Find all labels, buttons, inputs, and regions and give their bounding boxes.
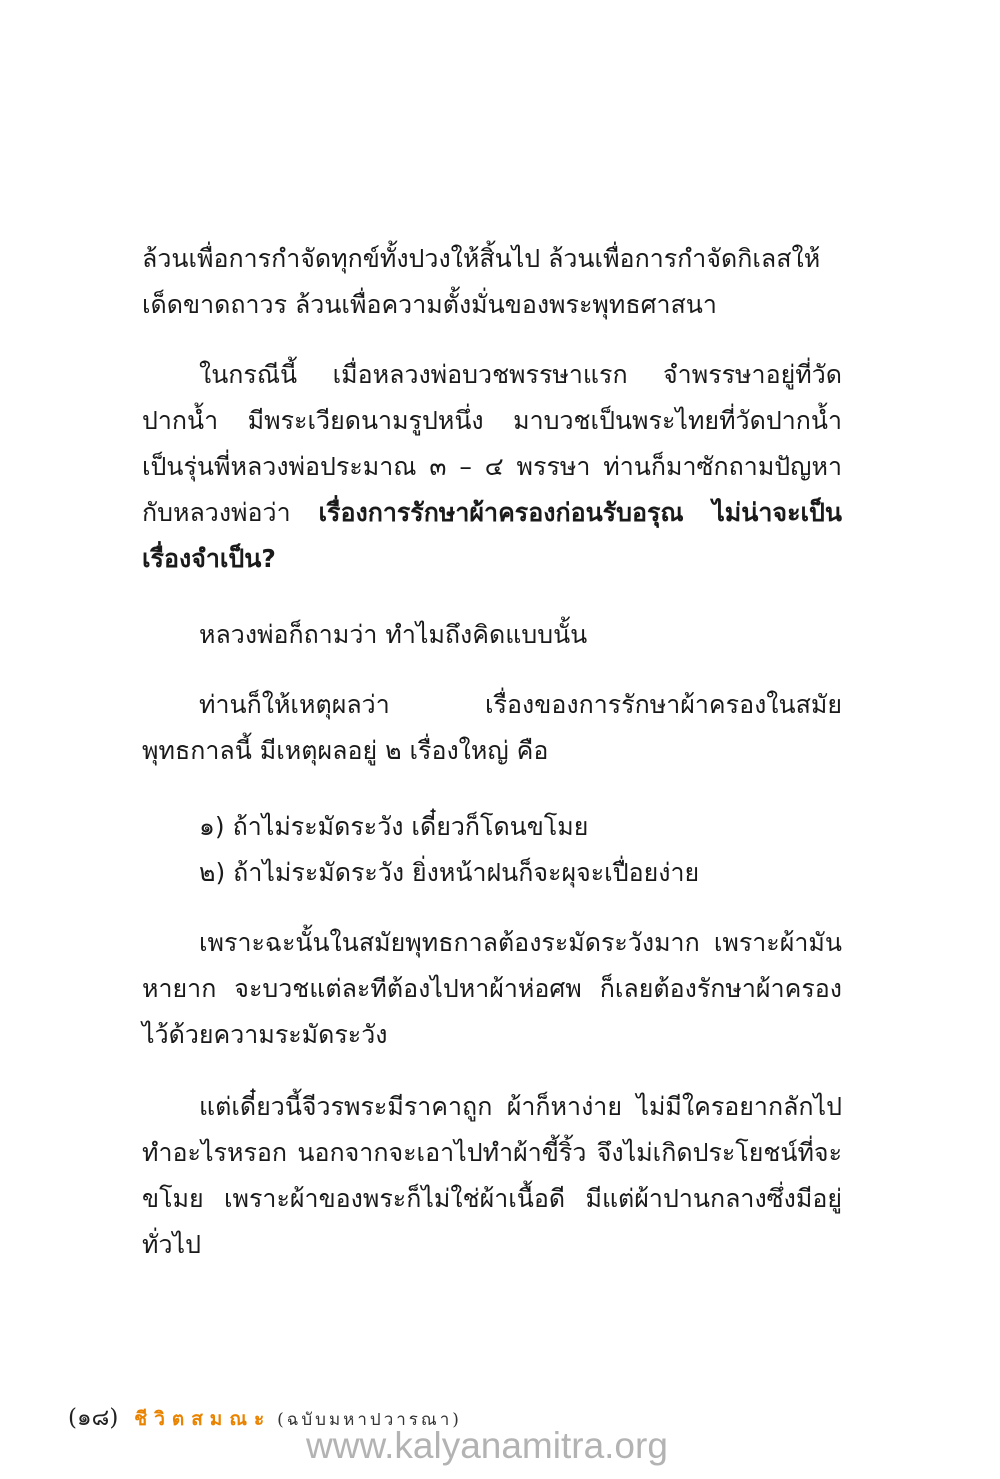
paragraph-6: แต่เดี๋ยวนี้จีวรพระมีราคาถูก ผ้าก็หาง่าย ไม่มีใครอยากลักไปทำอะไรหรอก นอกจากจะเอาไปทำผ้าขี้ริ้ว จึงไม่เกิดประโยชน์ที่จะขโมย เพราะผ้าของพระก็ไม่ใช่ผ้าเนื้อดี มีแต่ผ้าปานกลางซึ่งมีอยู่ทั่วไป bbox=[142, 1092, 842, 1259]
page-number: (๑๘) bbox=[68, 1405, 119, 1431]
paragraph-2-block bbox=[142, 352, 842, 582]
paragraph-1-line-2: เด็ดขาดถาวร ล้วนเพื่อความตั้งมั่นของพระพุทธศาสนา bbox=[142, 290, 717, 319]
paragraph-4: ท่านก็ให้เหตุผลว่า เรื่องของการรักษาผ้าครองในสมัยพุทธกาลนี้ มีเหตุผลอยู่ ๒ เรื่องใหญ่ คือ bbox=[142, 690, 842, 765]
book-title: ชีวิตสมณะ bbox=[134, 1408, 272, 1430]
paragraph-2-text: ในกรณีนี้ เมื่อหลวงพ่อบวชพรรษาแรก จำพรรษาอยู่ที่วัดปากน้ำ มีพระเวียดนามรูปหนึ่ง มาบวชเป็นพระไทยที่วัดปากน้ำ เป็นรุ่นพี่หลวงพ่อประมาณ ๓ – ๔ พรรษา ท่านก็มาซักถามปัญหากับหลวงพ่อว่า bbox=[142, 360, 842, 527]
body-text bbox=[142, 236, 842, 328]
paragraph-1-line-1: ล้วนเพื่อการกำจัดทุกข์ทั้งปวงให้สิ้นไป ล้วนเพื่อการกำจัดกิเลสให้ bbox=[142, 244, 821, 273]
list-item-2: ๒) ถ้าไม่ระมัดระวัง ยิ่งหน้าฝนก็จะผุจะเปื่อยง่าย bbox=[199, 858, 700, 887]
numbered-list bbox=[142, 804, 842, 896]
paragraph-4-block bbox=[142, 682, 842, 774]
book-subtitle: (ฉบับมหาปวารณา) bbox=[277, 1410, 462, 1430]
paragraph-5-block bbox=[142, 920, 842, 1058]
paragraph-6-block bbox=[142, 1084, 842, 1268]
paragraph-3-block bbox=[142, 612, 842, 658]
paragraph-1 bbox=[142, 236, 842, 328]
paragraph-3: หลวงพ่อก็ถามว่า ทำไมถึงคิดแบบนั้น bbox=[199, 620, 588, 649]
paragraph-5: เพราะฉะนั้นในสมัยพุทธกาลต้องระมัดระวังมาก เพราะผ้ามันหายาก จะบวชแต่ละทีต้องไปหาผ้าห่อศพ ก็เลยต้องรักษาผ้าครองไว้ด้วยความระมัดระวัง bbox=[142, 928, 842, 1049]
paragraph-2-question: เรื่องการรักษาผ้าครองก่อนรับอรุณ ไม่น่าจะเป็นเรื่องจำเป็น? bbox=[142, 498, 842, 573]
watermark: www.kalyanamitra.org bbox=[306, 1425, 668, 1466]
list-item-1: ๑) ถ้าไม่ระมัดระวัง เดี๋ยวก็โดนขโมย bbox=[199, 812, 589, 841]
paragraph-2 bbox=[142, 352, 842, 582]
